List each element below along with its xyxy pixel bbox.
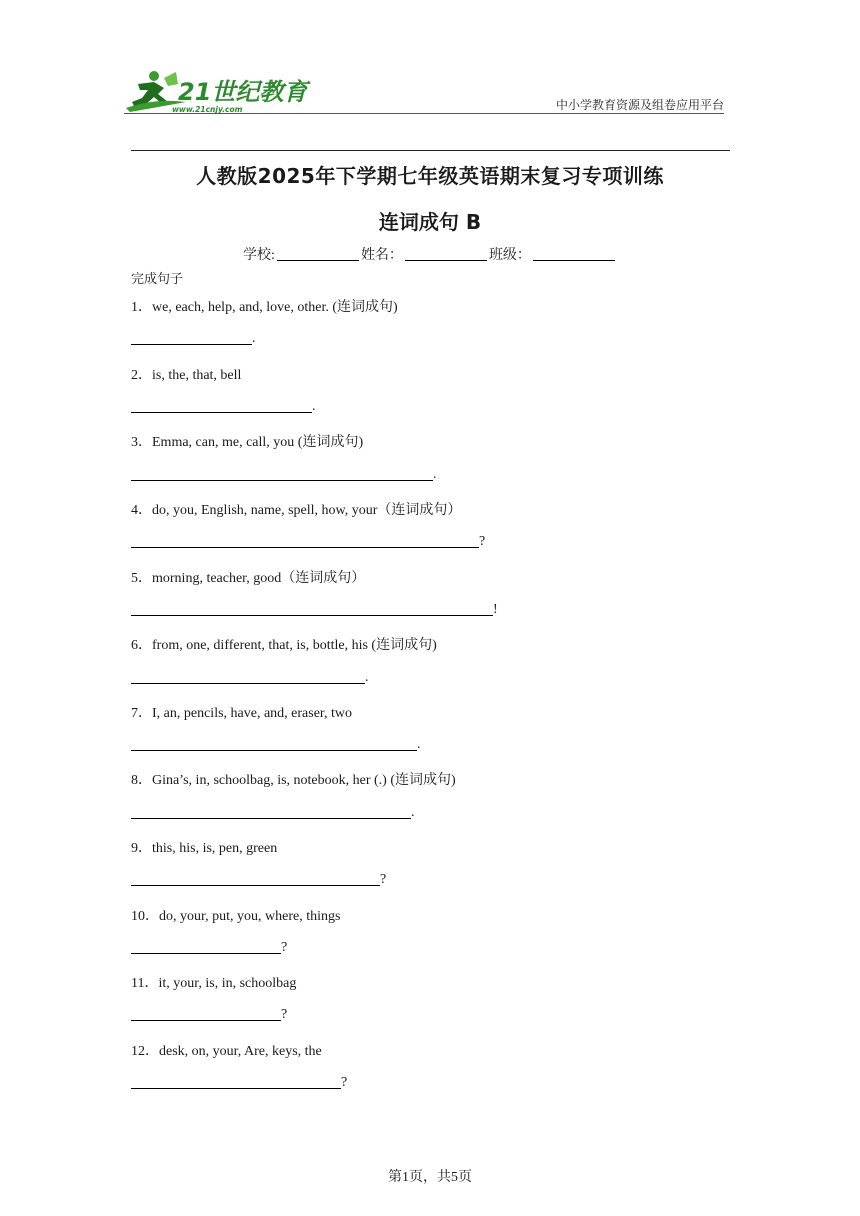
answer-end-6: . xyxy=(365,670,369,685)
answer-end-4: ? xyxy=(479,534,486,549)
page-title: 人教版2025年下学期七年级英语期末复习专项训练 xyxy=(196,164,664,188)
answer-end-10: ? xyxy=(281,940,288,955)
question-12: 12．desk, on, your, Are, keys, the xyxy=(131,1044,322,1059)
site-logo xyxy=(124,68,308,116)
question-1: 1．we, each, help, and, love, other. (连词成句) xyxy=(131,300,398,315)
name-blank[interactable] xyxy=(405,246,487,261)
class-label: 班级： xyxy=(488,248,531,263)
title-divider xyxy=(131,150,730,151)
answer-line-11[interactable] xyxy=(131,1006,287,1023)
question-5: 5．morning, teacher, good（连词成句） xyxy=(131,571,366,586)
class-blank[interactable] xyxy=(533,246,615,261)
answer-line-3[interactable] xyxy=(131,466,437,483)
site-slogan: 中小学教育资源及组卷应用平台 xyxy=(555,98,724,112)
question-6: 6．from, one, different, that, is, bottle, his (连词成句) xyxy=(131,638,437,653)
question-3: 3．Emma, can, me, call, you (连词成句) xyxy=(131,435,364,450)
name-label: 姓名： xyxy=(360,248,403,263)
question-10: 10．do, your, put, you, where, things xyxy=(131,909,341,924)
answer-end-9: ? xyxy=(380,872,387,887)
answer-line-6[interactable] xyxy=(131,669,369,686)
question-2: 2．is, the, that, bell xyxy=(131,368,242,383)
question-9: 9．this, his, is, pen, green xyxy=(131,841,278,856)
school-blank[interactable] xyxy=(277,246,359,261)
question-7: 7．I, an, pencils, have, and, eraser, two xyxy=(131,706,353,721)
page-number: 第1页，共5页 xyxy=(388,1170,472,1185)
answer-end-3: . xyxy=(433,467,437,482)
answer-line-9[interactable] xyxy=(131,871,386,888)
student-info-line xyxy=(0,244,860,264)
school-label: 学校: xyxy=(243,248,275,263)
answer-line-5[interactable] xyxy=(131,601,498,618)
logo-url: www.21cnjy.com xyxy=(172,105,243,114)
question-4: 4．do, you, English, name, spell, how, your（连词成句） xyxy=(131,503,462,518)
answer-line-1[interactable] xyxy=(131,330,256,347)
answer-end-12: ? xyxy=(341,1075,348,1090)
header-divider xyxy=(124,113,724,114)
question-8: 8．Gina’s, in, schoolbag, is, notebook, her (.) (连词成句) xyxy=(131,773,456,788)
answer-end-11: ? xyxy=(281,1007,288,1022)
answer-line-7[interactable] xyxy=(131,736,421,753)
question-11: 11．it, your, is, in, schoolbag xyxy=(131,976,297,991)
answer-line-2[interactable] xyxy=(131,398,316,415)
page-subtitle: 连词成句 B xyxy=(378,210,482,234)
answer-end-8: . xyxy=(411,805,415,820)
answer-end-1: . xyxy=(252,331,256,346)
answer-end-7: . xyxy=(417,737,421,752)
runner-logo-icon xyxy=(124,68,308,116)
answer-end-5: ! xyxy=(493,602,498,617)
section-heading: 完成句子 xyxy=(131,272,184,287)
answer-line-12[interactable] xyxy=(131,1074,347,1091)
answer-line-4[interactable] xyxy=(131,533,485,550)
answer-end-2: . xyxy=(312,399,316,414)
logo-text: 21世纪教育 xyxy=(178,78,308,106)
answer-line-10[interactable] xyxy=(131,939,287,956)
answer-line-8[interactable] xyxy=(131,804,415,821)
